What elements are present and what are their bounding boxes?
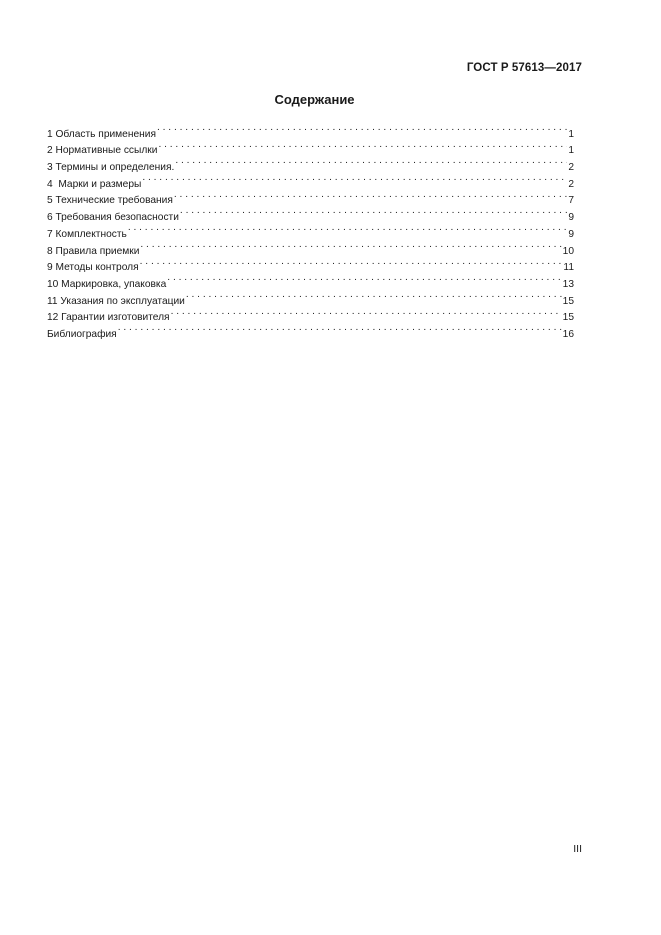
toc-entry-page: 2 (568, 178, 574, 190)
toc-entry-label: 7 Комплектность (47, 228, 127, 240)
toc-leader-dots (140, 237, 561, 254)
toc-leader-dots (175, 153, 567, 170)
toc-leader-dots (118, 320, 562, 337)
toc-entry[interactable] (47, 120, 574, 140)
toc-entry-page: 15 (562, 295, 574, 307)
toc-entry-page: 1 (568, 128, 574, 140)
toc-entry-label: 8 Правила приемки (47, 245, 140, 257)
toc-entry-page: 2 (568, 162, 574, 174)
toc-entry-page: 9 (568, 228, 574, 240)
toc-leader-dots (167, 270, 561, 287)
toc-entry-label: 6 Требования безопасности (47, 212, 179, 224)
toc-leader-dots (157, 120, 567, 137)
toc-leader-dots (140, 254, 563, 271)
toc-entry-label: 2 Нормативные ссылки (47, 145, 158, 157)
toc-entry-page: 7 (568, 195, 574, 207)
toc-entry-label: 9 Методы контроля (47, 262, 139, 274)
toc-entry-page: 16 (562, 328, 574, 340)
toc-entry-page: 15 (562, 312, 574, 324)
toc-entry-label: 1 Область применения (47, 128, 156, 140)
toc-entry-label: 4 Марки и размеры (47, 178, 142, 190)
toc-entry-label: Библиография (47, 328, 117, 340)
toc-entry-page: 11 (563, 262, 574, 274)
page-number: III (573, 843, 582, 855)
toc-leader-dots (180, 203, 567, 220)
toc-leader-dots (171, 304, 562, 321)
document-id: ГОСТ Р 57613—2017 (466, 62, 582, 74)
toc-title: Содержание (274, 92, 355, 107)
toc-entry-page: 13 (562, 278, 574, 290)
toc-entry-page: 10 (562, 245, 574, 257)
toc-entry-label: 3 Термины и определения. (47, 162, 175, 174)
toc-leader-dots (158, 137, 567, 154)
toc-leader-dots (142, 170, 567, 187)
toc-leader-dots (174, 187, 567, 204)
table-of-contents (47, 120, 574, 340)
toc-entry-label: 12 Гарантии изготовителя (47, 312, 170, 324)
toc-entry-page: 1 (568, 145, 574, 157)
toc-entry-page: 9 (568, 212, 574, 224)
toc-entry-label: 11 Указания по эксплуатации (47, 295, 185, 307)
toc-leader-dots (128, 220, 568, 237)
toc-entry-label: 5 Технические требования (47, 195, 173, 207)
toc-entry[interactable] (47, 320, 574, 340)
toc-entry-label: 10 Маркировка, упаковка (47, 278, 167, 290)
toc-leader-dots (186, 287, 562, 304)
